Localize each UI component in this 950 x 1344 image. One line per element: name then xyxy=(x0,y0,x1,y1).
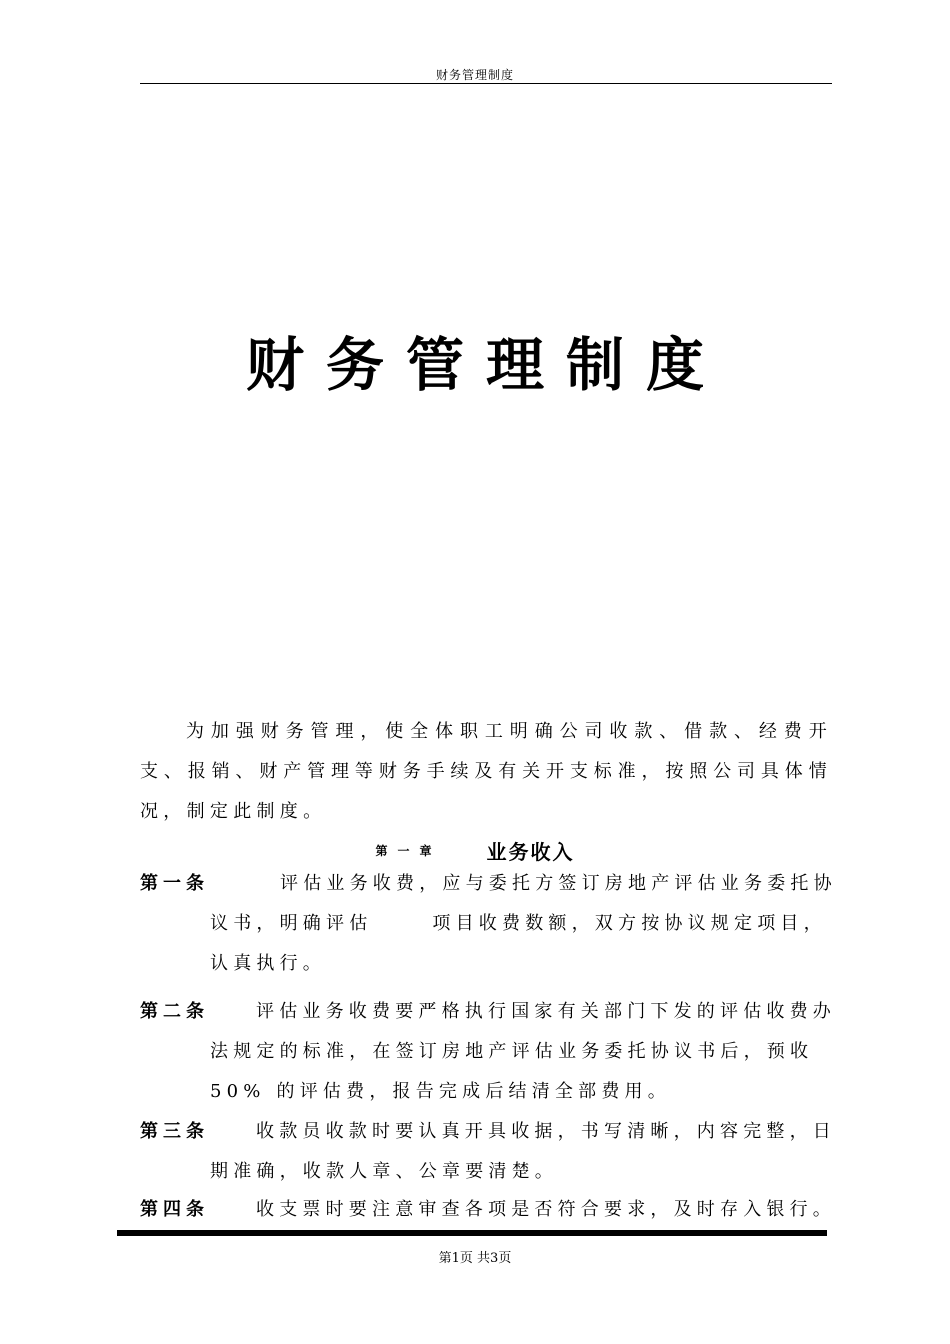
article-label: 第一条 xyxy=(140,873,209,894)
article-line: 50% 的评估费，报告完成后结清全部费用。 xyxy=(210,1081,671,1102)
article-line: 期准确，收款人章、公章要清楚。 xyxy=(210,1161,558,1182)
article-line-part: 项目收费数额，双方按协议规定项目， xyxy=(432,913,827,934)
footer-rule xyxy=(117,1230,827,1236)
intro-paragraph: 为加强财务管理，使全体职工明确公司收款、借款、经费开支、报销、财产管理等财务手续及有关开支标准，按照公司具体情况，制定此制度。 xyxy=(140,721,832,822)
document-title: 财务管理制度 xyxy=(245,331,726,399)
article-label: 第四条 xyxy=(140,1199,209,1220)
article-line: 收支票时要注意审查各项是否符合要求，及时存入银行。 xyxy=(256,1199,836,1220)
article-line: 评估业务收费，应与委托方签订房地产评估业务委托协 xyxy=(280,873,837,894)
article-line: 法规定的标准，在签订房地产评估业务委托协议书后，预收 xyxy=(210,1041,814,1062)
article-line: 评估业务收费要严格执行国家有关部门下发的评估收费办 xyxy=(256,1001,836,1022)
page-number: 第1页 共3页 xyxy=(438,1251,512,1266)
article-4 xyxy=(140,1190,836,1230)
article-line: 认真执行。 xyxy=(210,953,326,974)
chapter-name: 业务收入 xyxy=(486,840,575,864)
article-line xyxy=(210,904,832,944)
article-label: 第二条 xyxy=(140,1001,209,1022)
article-label: 第三条 xyxy=(140,1121,209,1142)
chapter-number: 第一章 xyxy=(375,844,442,858)
article-2 xyxy=(140,992,836,1112)
article-line-part: 议书，明确评估 xyxy=(210,913,373,934)
article-line: 收款员收款时要认真开具收据，书写清晰，内容完整，日 xyxy=(256,1121,836,1142)
article-1 xyxy=(140,864,837,984)
article-3 xyxy=(140,1112,836,1192)
running-header: 财务管理制度 xyxy=(435,68,514,82)
header-rule xyxy=(140,83,832,84)
chapter-heading xyxy=(0,836,950,865)
